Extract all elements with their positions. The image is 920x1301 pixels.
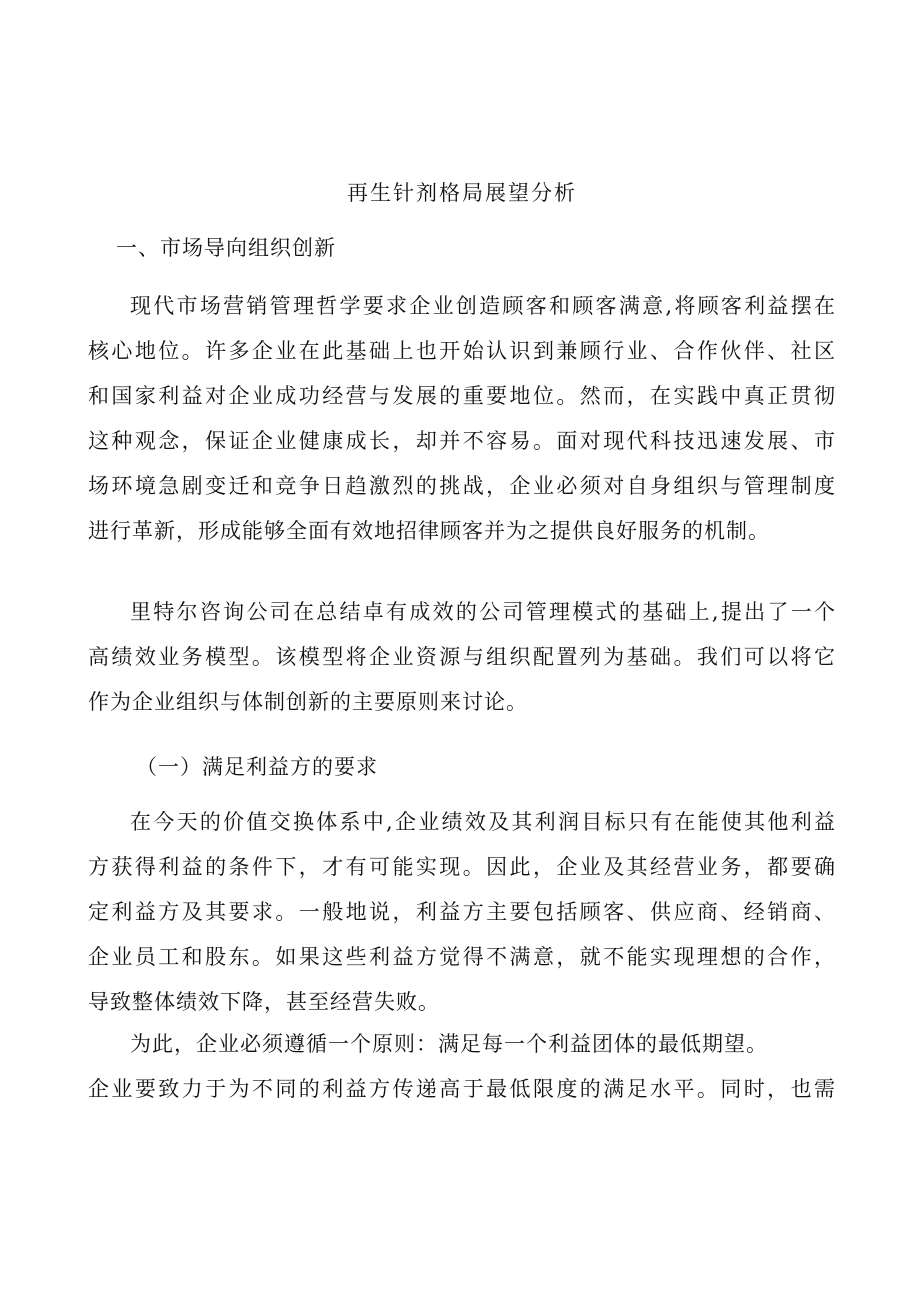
subsection-heading-1: （一）满足利益方的要求: [136, 755, 378, 779]
section-heading-1: 一、市场导向组织创新: [116, 236, 336, 260]
paragraph-line: 和国家利益对企业成功经营与发展的重要地位。然而，在实践中真正贯彻: [88, 384, 836, 408]
paragraph-line: 定利益方及其要求。一般地说，利益方主要包括顾客、供应商、经销商、: [88, 900, 836, 924]
paragraph-line: 里特尔咨询公司在总结卓有成效的公司管理模式的基础上,提出了一个: [130, 600, 836, 624]
paragraph-line: 企业要致力于为不同的利益方传递高于最低限度的满足水平。同时，也需: [88, 1077, 836, 1101]
paragraph-line: 核心地位。许多企业在此基础上也开始认识到兼顾行业、合作伙伴、社区: [88, 339, 836, 363]
paragraph-1: [88, 284, 836, 554]
paragraph-3: [88, 800, 836, 1025]
paragraph-line: 场环境急剧变迁和竞争日趋激烈的挑战，企业必须对自身组织与管理制度: [88, 474, 836, 498]
paragraph-line: 作为企业组织与体制创新的主要原则来讨论。: [88, 690, 528, 714]
paragraph-line: 为此，企业必须遵循一个原则：满足每一个利益团体的最低期望。: [130, 1032, 768, 1056]
paragraph-2: [88, 590, 836, 725]
paragraph-line: 在今天的价值交换体系中,企业绩效及其利润目标只有在能使其他利益: [130, 810, 836, 834]
paragraph-line: 进行革新，形成能够全面有效地招律顾客并为之提供良好服务的机制。: [88, 519, 770, 543]
paragraph-line: 方获得利益的条件下，才有可能实现。因此，企业及其经营业务，都要确: [88, 855, 836, 879]
paragraph-line: 现代市场营销管理哲学要求企业创造顾客和顾客满意,将顾客利益摆在: [130, 294, 836, 318]
paragraph-line: 高绩效业务模型。该模型将企业资源与组织配置列为基础。我们可以将它: [88, 645, 836, 669]
paragraph-line: 导致整体绩效下降，甚至经营失败。: [88, 990, 440, 1014]
paragraph-line: 这种观念，保证企业健康成长，却并不容易。面对现代科技迅速发展、市: [88, 429, 836, 453]
document-title: 再生针剂格局展望分析: [347, 181, 577, 205]
paragraph-4: [88, 1022, 836, 1112]
paragraph-line: 企业员工和股东。如果这些利益方觉得不满意，就不能实现理想的合作，: [88, 945, 836, 969]
